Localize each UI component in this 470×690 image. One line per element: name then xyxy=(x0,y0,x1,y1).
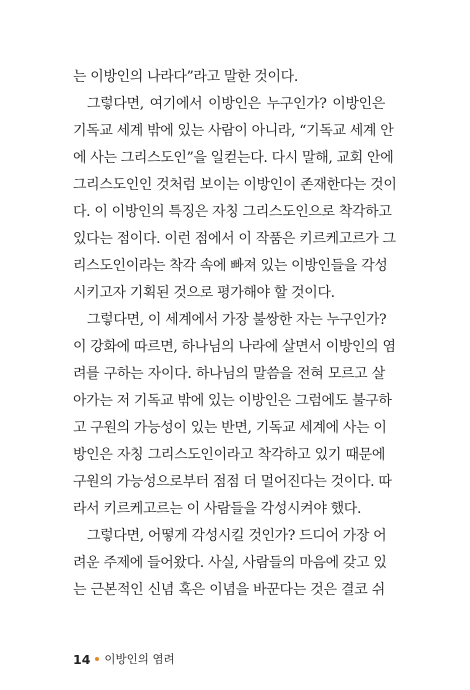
text-line: 는 근본적인 신념 혹은 이념을 바꾼다는 것은 결코 쉬 xyxy=(73,582,385,598)
body-text xyxy=(73,64,397,604)
page-number: 14 xyxy=(73,651,91,667)
text-line: 구원의 가능성으로부터 점점 더 멀어진다는 것이다. 따 xyxy=(73,474,392,490)
text-line: 는 이방인의 나라다”라고 말한 것이다. xyxy=(73,69,298,85)
text-line: 리스도인이라는 착각 속에 빠져 있는 이방인들을 각성 xyxy=(73,258,388,274)
text-line: 그렇다면, 이 세계에서 가장 불쌍한 자는 누구인가? xyxy=(87,312,387,328)
text-line: 아가는 저 기독교 밖에 있는 이방인은 그럼에도 불구하 xyxy=(73,393,392,409)
text-line: 방인은 자칭 그리스도인이라고 착각하고 있기 때문에 xyxy=(73,447,385,463)
text-line: 라서 키르케고르는 이 사람들을 각성시켜야 했다. xyxy=(73,501,362,517)
text-line: 고 구원의 가능성이 있는 반면, 기독교 세계에 사는 이 xyxy=(73,420,387,436)
text-line: 려를 구하는 자이다. 하나님의 말씀을 전혀 모르고 살 xyxy=(73,366,385,382)
text-line: 그렇다면, 어떻게 각성시킬 것인가? 드디어 가장 어 xyxy=(87,528,387,544)
text-line: 그렇다면, 여기에서 이방인은 누구인가? 이방인은 xyxy=(87,96,385,112)
text-line: 다. 이 이방인의 특징은 자칭 그리스도인으로 착각하고 xyxy=(73,204,392,220)
text-line: 려운 주제에 들어왔다. 사실, 사람들의 마음에 갖고 있 xyxy=(73,555,387,571)
chapter-title: 이방인의 염려 xyxy=(104,652,175,666)
page-footer xyxy=(73,651,175,667)
text-line: 기독교 세계 밖에 있는 사람이 아니라, “기독교 세계 안 xyxy=(73,123,394,139)
text-line: 이 강화에 따르면, 하나님의 나라에 살면서 이방인의 염 xyxy=(73,339,396,355)
text-line: 그리스도인인 것처럼 보이는 이방인이 존재한다는 것이 xyxy=(73,177,397,193)
text-line: 있다는 점이다. 이런 점에서 이 작품은 키르케고르가 그 xyxy=(73,231,396,247)
text-line: 시키고자 기획된 것으로 평가해야 할 것이다. xyxy=(73,285,335,301)
text-line: 에 사는 그리스도인”을 일컫는다. 다시 말해, 교회 안에 xyxy=(73,150,394,166)
bullet-dot-icon xyxy=(95,657,99,661)
